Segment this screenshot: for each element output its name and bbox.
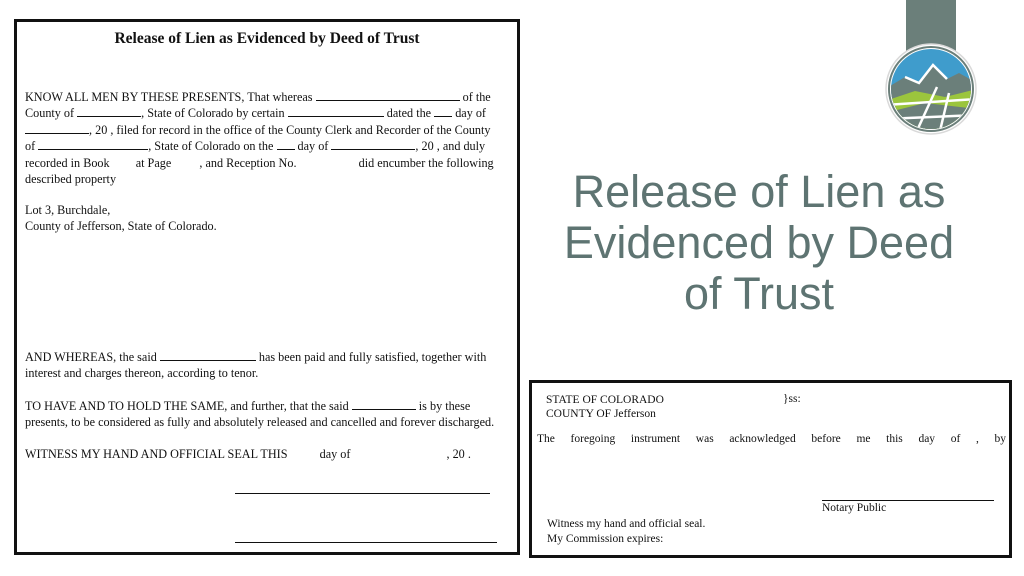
property-line-1: Lot 3, Burchdale,: [25, 203, 111, 217]
slide-title-line: Evidenced by Deed: [563, 217, 955, 268]
whereas-text: AND WHEREAS, the said: [25, 350, 157, 364]
recital-text: of: [25, 139, 36, 154]
commission-expires-line: My Commission expires:: [547, 532, 664, 545]
ack-word: The: [537, 433, 555, 445]
recital-line-5: [25, 155, 515, 171]
notary-signature-line: [822, 500, 994, 501]
witness-line: [25, 446, 515, 462]
ack-word: of: [950, 433, 961, 445]
recital-text: , and Reception No.: [199, 155, 297, 170]
witness-text: , 20 .: [446, 447, 471, 461]
habendum-text: is by these: [418, 399, 471, 413]
blank-line: [160, 350, 256, 361]
ack-word: day: [918, 433, 936, 445]
property-line-2: County of Jefferson, State of Colorado.: [25, 219, 217, 234]
witness-text: WITNESS MY HAND AND OFFICIAL SEAL THIS: [25, 447, 288, 461]
witness-clause: [25, 446, 515, 462]
ack-word: acknowledged: [729, 433, 796, 445]
ack-word: foregoing: [570, 433, 616, 445]
ack-word: by: [994, 433, 1006, 445]
signature-line-2: [235, 542, 497, 543]
habendum-paragraph: [25, 398, 515, 431]
whereas-line-2: interest and charges thereon, according to tenor.: [25, 366, 259, 381]
ack-word: was: [695, 433, 714, 445]
recital-text: at Page: [135, 155, 172, 170]
slide-title-line: of Trust: [683, 268, 835, 319]
recital-text: of the: [462, 90, 491, 104]
recital-text: , 20 , filed for record in the office of the County Clerk and Recorder of the County: [89, 122, 491, 137]
document-title: Release of Lien as Evidenced by Deed of Trust: [114, 30, 420, 47]
recital-text: , 20 , and duly: [415, 139, 486, 154]
recital-text: KNOW ALL MEN BY THESE PRESENTS, That whereas: [25, 90, 313, 104]
property-description: [25, 202, 515, 235]
ack-word: ,: [975, 433, 979, 445]
notary-acknowledgment-document: [529, 380, 1012, 558]
recital-text: day of: [297, 139, 329, 154]
recital-text: day of: [455, 106, 486, 121]
recital-line-1: [25, 89, 515, 105]
recital-line-3: [25, 122, 515, 138]
blank-line: [277, 139, 295, 150]
whereas-line-1: [25, 349, 515, 365]
whereas-paragraph: [25, 349, 515, 382]
state-line: STATE OF COLORADO: [546, 394, 664, 406]
recital-text: did encumber the following: [358, 155, 494, 170]
mountain-globe-logo-icon: [885, 43, 977, 135]
recital-line-2: [25, 105, 515, 121]
ss-bracket: }ss:: [783, 393, 801, 405]
ack-word: instrument: [630, 433, 681, 445]
recital-text: recorded in Book: [25, 155, 110, 170]
blank-line: [25, 123, 89, 134]
signature-line-1: [235, 493, 490, 494]
blank-line: [352, 399, 416, 410]
acknowledgment-line: [537, 433, 1006, 445]
slide-title: [536, 166, 982, 319]
slide-title-line: Release of Lien as: [572, 166, 946, 217]
blank-line: [288, 106, 384, 117]
witness-text: day of: [319, 447, 351, 461]
habendum-text: TO HAVE AND TO HOLD THE SAME, and further, that the said: [25, 399, 349, 413]
notary-witness-line: Witness my hand and official seal.: [547, 518, 706, 530]
whereas-text: has been paid and fully satisfied, together with: [258, 350, 487, 364]
recital-text: , State of Colorado on the: [148, 139, 274, 154]
ack-word: this: [886, 433, 903, 445]
blank-line: [316, 90, 460, 101]
notary-public-label: Notary Public: [822, 502, 887, 514]
venue-block: [546, 393, 664, 421]
recital-paragraph: [25, 89, 515, 187]
notary-witness-block: [547, 517, 705, 546]
recital-text: County of: [25, 106, 75, 121]
blank-line: [331, 139, 415, 150]
release-of-lien-document: [14, 19, 520, 555]
habendum-line-2: presents, to be considered as fully and absolutely released and cancelled and forever discharged.: [25, 415, 495, 430]
recital-line-6: described property: [25, 172, 117, 187]
ack-word: me: [856, 433, 871, 445]
county-line: COUNTY OF Jefferson: [546, 408, 656, 420]
recital-text: , State of Colorado by certain: [141, 106, 285, 121]
ack-word: before: [811, 433, 841, 445]
blank-line: [38, 139, 148, 150]
recital-text: dated the: [386, 106, 432, 121]
habendum-line-1: [25, 398, 515, 414]
blank-line: [77, 106, 141, 117]
blank-line: [434, 106, 452, 117]
recital-line-4: [25, 138, 515, 154]
